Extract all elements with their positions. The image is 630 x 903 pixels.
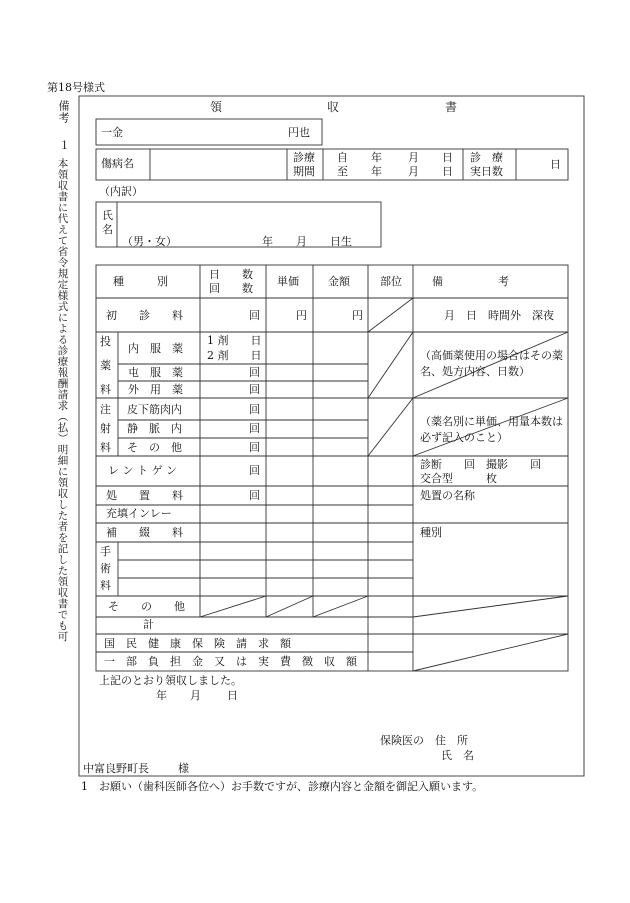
oral-medicine-label: 屯 服 薬 <box>128 366 183 379</box>
amount-suffix: 円也 <box>288 126 310 139</box>
period-to-year: 年 <box>371 165 382 178</box>
injection-fee-v3: 料 <box>100 441 111 454</box>
initial-consult-unit: 回 <box>249 309 260 322</box>
initial-consult-yen-amount: 円 <box>352 309 363 322</box>
title-char-2: 収 <box>327 100 340 114</box>
period-from-month: 月 <box>408 151 419 164</box>
xray-label: レ ン ト ゲ ン <box>108 464 177 477</box>
drug-fee-v1: 投 <box>100 335 111 348</box>
treatment-fee-label: 処 置 料 <box>106 489 183 502</box>
drug-note: （高価薬使用の場合はその薬名、処方内容、日数） <box>420 349 563 378</box>
xray-note-2: 交合型 枚 <box>420 472 497 485</box>
col-days-1: 日 数 <box>209 268 253 281</box>
col-days-2: 回 数 <box>209 282 253 295</box>
patient-name-label-2: 名 <box>102 223 113 236</box>
period-from-day: 日 <box>442 151 453 164</box>
breakdown-label: （内訳） <box>99 185 143 198</box>
period-from-year: 年 <box>371 151 382 164</box>
injection-fee-v1: 注 <box>100 403 111 416</box>
doctor-address-label: 保険医の 住 所 <box>380 734 468 747</box>
received-month: 月 <box>190 689 201 702</box>
col-unit-price: 単価 <box>277 275 299 288</box>
addressee-honorific: 様 <box>178 762 189 775</box>
title-char-1: 領 <box>210 100 223 114</box>
patient-gender: （男・女） <box>122 235 177 248</box>
col-part: 部位 <box>380 275 402 288</box>
col-kind: 種 別 <box>113 275 168 288</box>
initial-consult-label: 初 診 料 <box>106 309 183 322</box>
received-statement: 上記のとおり領収しました。 <box>99 674 242 687</box>
intravenous-unit: 回 <box>249 422 260 435</box>
subcutaneous-label: 皮下筋肉内 <box>127 403 182 416</box>
intravenous-label: 静 脈 内 <box>127 422 182 435</box>
internal-dose-2: 2 剤 日 <box>207 349 262 362</box>
total-label: 計 <box>143 618 154 631</box>
title-char-3: 書 <box>445 100 458 114</box>
drug-fee-v2: 薬 <box>100 359 111 372</box>
subcutaneous-unit: 回 <box>249 403 260 416</box>
col-remarks: 備 考 <box>432 275 509 288</box>
actual-days-label-2: 実日数 <box>470 165 503 178</box>
treatment-name-note: 処置の名称 <box>420 489 475 502</box>
initial-consult-note: 月 日 時間外 深夜 <box>444 309 554 322</box>
col-amount: 金額 <box>328 275 350 288</box>
birth-day: 日生 <box>330 235 352 248</box>
injection-other-unit: 回 <box>249 441 260 454</box>
nhi-claim-label: 国 民 健 康 保 険 請 求 額 <box>104 637 291 650</box>
surgery-fee-v1: 手 <box>100 545 111 558</box>
period-label-2: 期間 <box>293 165 315 178</box>
birth-month: 月 <box>296 235 307 248</box>
initial-consult-yen-price: 円 <box>296 309 307 322</box>
side-note-label: 備考 <box>57 100 70 124</box>
form-number: 第18号様式 <box>47 81 105 94</box>
period-to: 至 <box>337 165 348 178</box>
oral-medicine-unit: 回 <box>249 366 260 379</box>
filling-inlay-label: 充填インレー <box>106 507 172 520</box>
received-day: 日 <box>227 689 238 702</box>
footnote: 1 お願い（歯科医師各位へ）お手数ですが、診療内容と金額を御記入願います。 <box>81 780 484 793</box>
xray-unit: 回 <box>249 464 260 477</box>
injection-fee-v2: 射 <box>100 422 111 435</box>
actual-days-unit: 日 <box>550 158 561 171</box>
side-note-text: 本領収書に代えて省令規定様式による診療報酬請求（払）明細に領収した者を記した領収書でも可 <box>56 158 69 642</box>
xray-note-1: 診断 回 撮影 回 <box>420 458 541 471</box>
treatment-fee-unit: 回 <box>249 489 260 502</box>
external-medicine-label: 外 用 薬 <box>128 383 183 396</box>
period-to-month: 月 <box>408 165 419 178</box>
actual-days-label-1: 診 療 <box>470 151 503 164</box>
period-from: 自 <box>337 151 348 164</box>
period-label-1: 診療 <box>293 151 315 164</box>
external-medicine-unit: 回 <box>249 383 260 396</box>
injection-note: （薬名別に単価、用量本数は必ず記入のこと） <box>420 415 563 444</box>
prosthesis-fee-label: 補 綴 料 <box>106 526 183 539</box>
disease-label: 傷病名 <box>101 157 134 170</box>
side-note-number: １ <box>59 139 70 152</box>
surgery-fee-v2: 術 <box>100 562 111 575</box>
internal-dose-1: 1 剤 日 <box>207 334 262 347</box>
internal-medicine-label: 内 服 薬 <box>128 342 183 355</box>
prosthesis-type-note: 種別 <box>420 526 442 539</box>
amount-prefix: 一金 <box>101 126 123 139</box>
birth-year: 年 <box>262 235 273 248</box>
addressee-name: 中富良野町長 <box>83 762 149 775</box>
drug-fee-v3: 料 <box>100 383 111 396</box>
patient-name-label-1: 氏 <box>102 209 113 222</box>
copay-label: 一 部 負 担 金 又 は 実 費 徴 収 額 <box>104 655 357 668</box>
injection-other-label: そ の 他 <box>127 441 182 454</box>
other-fee-label: そ の 他 <box>108 600 185 613</box>
period-to-day: 日 <box>442 165 453 178</box>
surgery-fee-v3: 料 <box>100 579 111 592</box>
received-year: 年 <box>156 689 167 702</box>
doctor-name-label: 氏 名 <box>441 749 474 762</box>
